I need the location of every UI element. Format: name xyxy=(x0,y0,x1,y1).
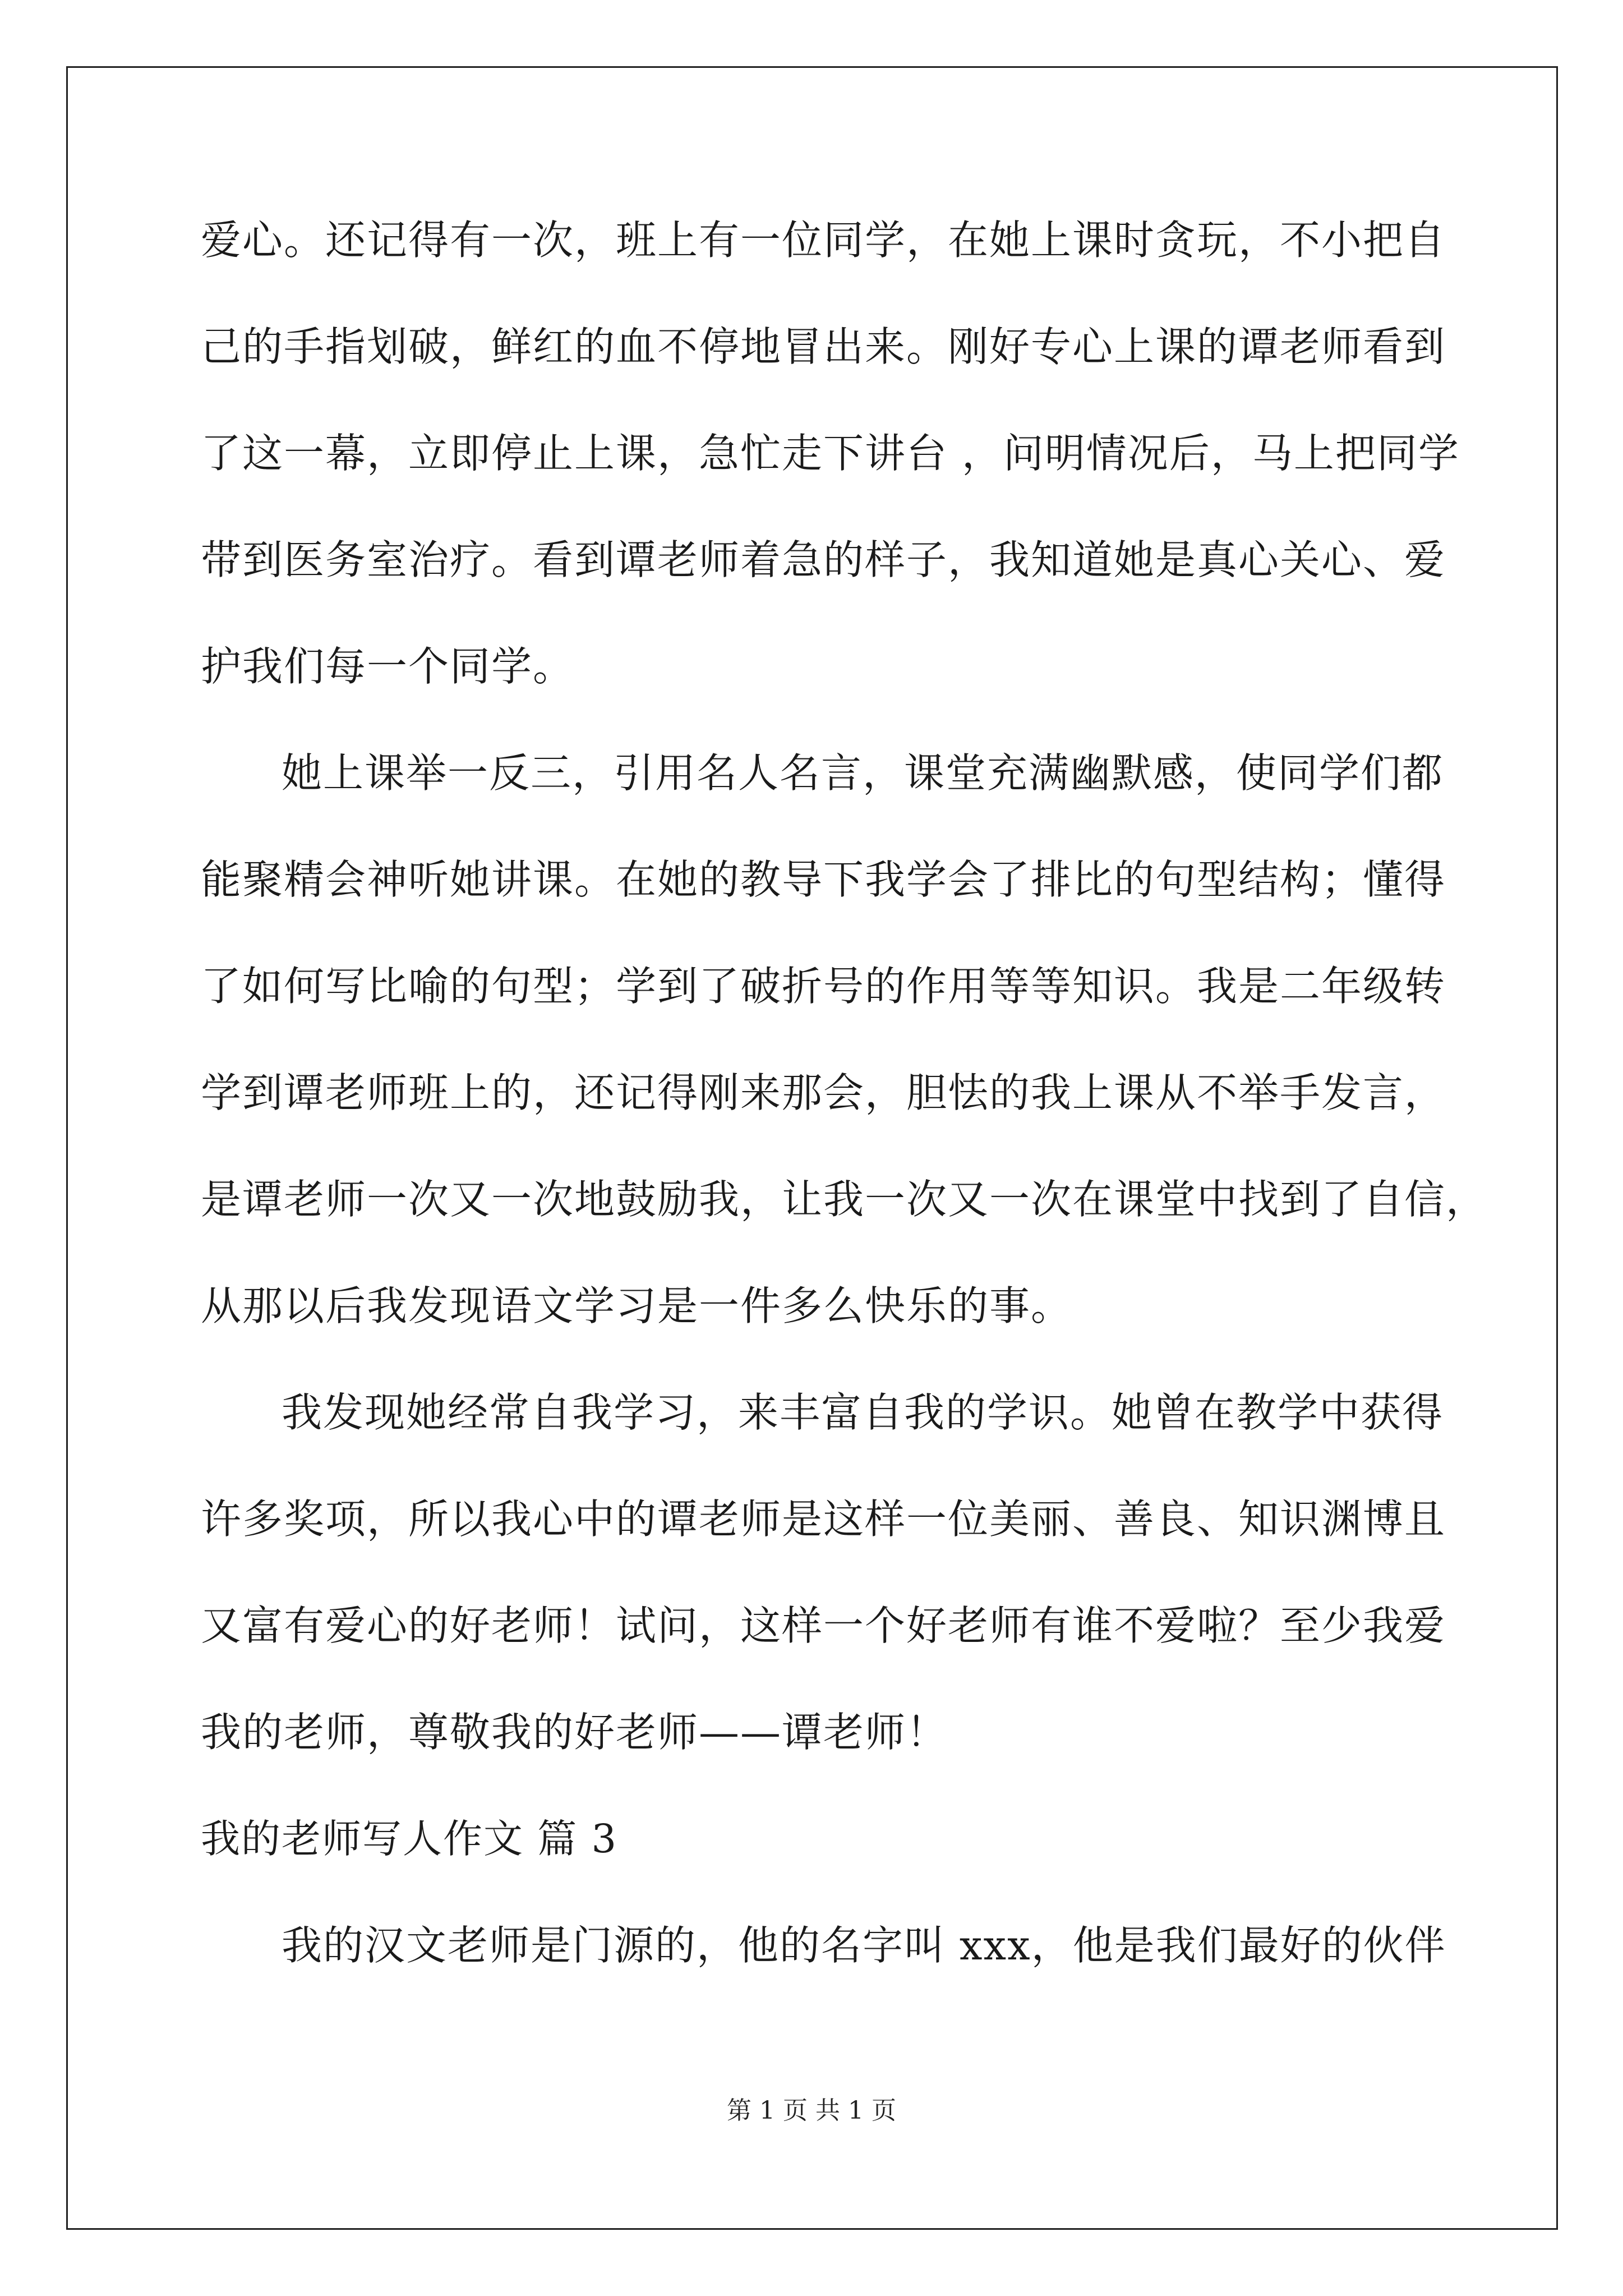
paragraph-line: 是谭老师一次又一次地鼓励我，让我一次又一次在课堂中找到了自信， xyxy=(201,1176,1488,1223)
paragraph-line: 她上课举一反三，引用名人名言，课堂充满幽默感，使同学们都 xyxy=(282,749,1444,797)
paragraph-line: 学到谭老师班上的，还记得刚来那会，胆怯的我上课从不举手发言， xyxy=(201,1069,1446,1116)
page-frame xyxy=(66,66,1558,2230)
paragraph-line: 我的老师，尊敬我的好老师——谭老师！ xyxy=(201,1709,948,1756)
section-heading: 我的老师写人作文 篇 3 xyxy=(201,1816,618,1862)
paragraph-line: 又富有爱心的好老师！试问，这样一个好老师有谁不爱啦？至少我爱 xyxy=(201,1602,1446,1649)
page-number-footer: 第 1 页 共 1 页 xyxy=(727,2096,896,2125)
paragraph-line: 爱心。还记得有一次，班上有一位同学，在她上课时贪玩，不小把自 xyxy=(201,217,1446,264)
paragraph-line: 许多奖项，所以我心中的谭老师是这样一位美丽、善良、知识渊博且 xyxy=(201,1496,1446,1543)
paragraph-line: 我发现她经常自我学习，来丰富自我的学识。她曾在教学中获得 xyxy=(282,1389,1444,1436)
paragraph-line: 护我们每一个同学。 xyxy=(201,643,575,690)
paragraph-line: 从那以后我发现语文学习是一件多么快乐的事。 xyxy=(201,1282,1073,1329)
paragraph-line: 了这一幕，立即停止上课，急忙走下讲台 ，问明情况后，马上把同学 xyxy=(201,430,1460,477)
paragraph-line: 了如何写比喻的句型；学到了破折号的作用等等知识。我是二年级转 xyxy=(201,963,1446,1010)
paragraph-line: 带到医务室治疗。看到谭老师着急的样子，我知道她是真心关心、爱 xyxy=(201,536,1446,583)
paragraph-line: 己的手指划破，鲜红的血不停地冒出来。刚好专心上课的谭老师看到 xyxy=(201,323,1446,370)
paragraph-line: 能聚精会神听她讲课。在她的教导下我学会了排比的句型结构；懂得 xyxy=(201,856,1446,903)
paragraph-line: 我的汉文老师是门源的，他的名字叫 xxx，他是我们最好的伙伴 xyxy=(282,1922,1446,1969)
